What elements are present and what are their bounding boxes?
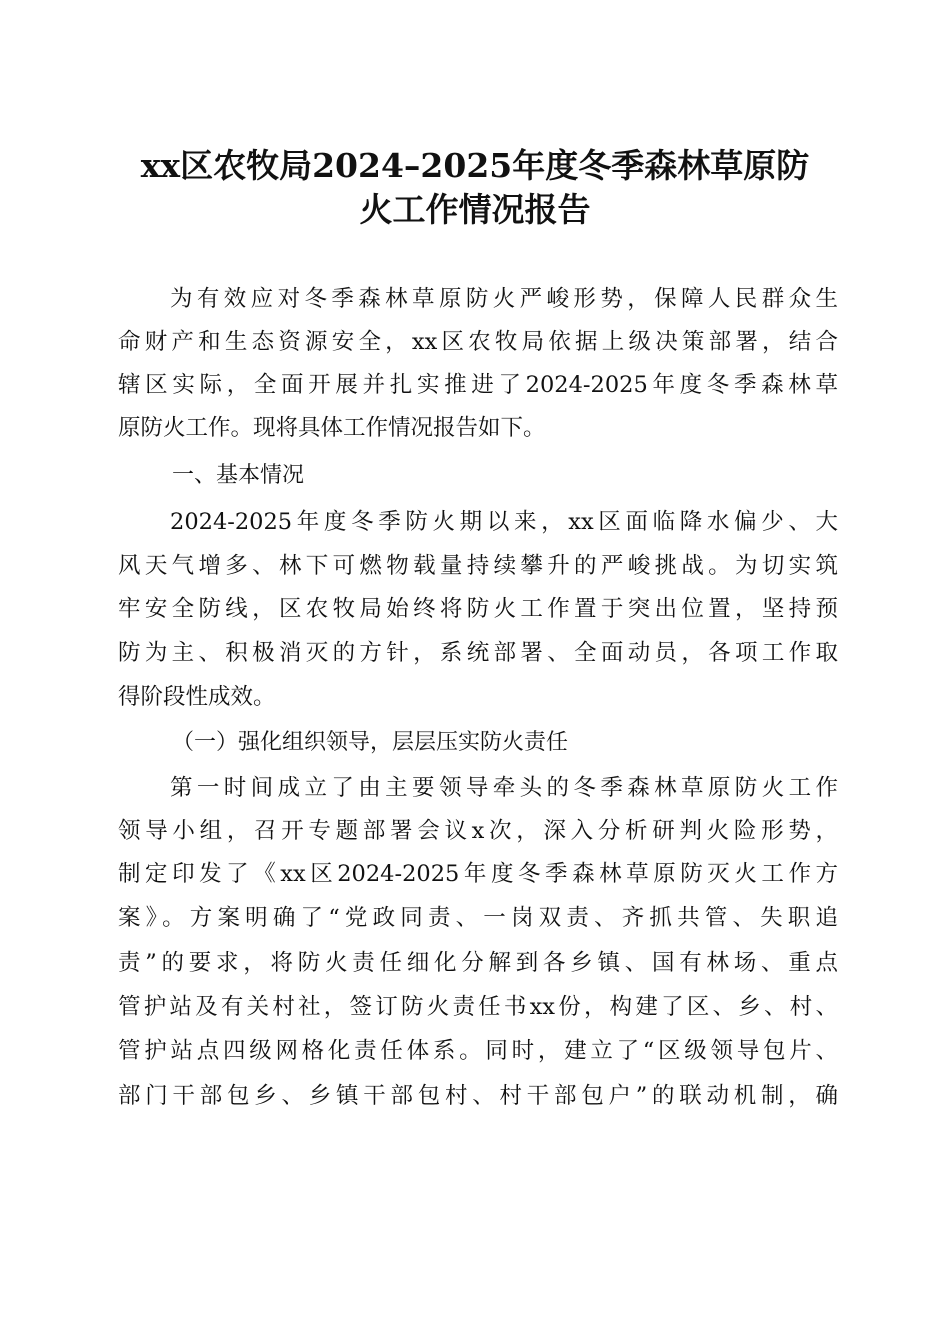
intro-line: 原防火工作。现将具体工作情况报告如下。 [118,415,546,441]
document-title-line-2: 火工作情况报告 [359,190,591,229]
subsection1-line: 制定印发了《xx区2024-2025年度冬季森林草原防灭火工作方 [118,861,838,887]
section1-line: 风天气增多、林下可燃物载量持续攀升的严峻挑战。为切实筑 [118,553,838,579]
intro-line: 辖区实际，全面开展并扎实推进了2024-2025年度冬季森林草 [118,372,839,398]
subsection-heading-organization: （一）强化组织领导，层层压实防火责任 [172,730,569,755]
subsection1-line: 部门干部包乡、乡镇干部包村、村干部包户”的联动机制，确 [118,1083,838,1109]
section1-line: 牢安全防线，区农牧局始终将防火工作置于突出位置，坚持预 [118,596,838,622]
subsection1-line: 案》。方案明确了“党政同责、一岗双责、齐抓共管、失职追 [118,905,838,931]
section1-line: 得阶段性成效。 [118,684,276,710]
subsection1-line: 第一时间成立了由主要领导牵头的冬季森林草原防火工作 [170,775,838,801]
intro-line: 命财产和生态资源安全，xx区农牧局依据上级决策部署，结合 [118,329,838,355]
subsection1-line: 领导小组，召开专题部署会议x次，深入分析研判火险形势， [118,818,838,844]
intro-line: 为有效应对冬季森林草原防火严峻形势，保障人民群众生 [170,286,838,312]
subsection1-line: 管护站点四级网格化责任体系。同时，建立了“区级领导包片、 [118,1038,838,1064]
subsection1-line: 责”的要求，将防火责任细化分解到各乡镇、国有林场、重点 [118,950,838,976]
section-heading-basic-situation: 一、基本情况 [172,463,305,488]
section1-line: 防为主、积极消灭的方针，系统部署、全面动员，各项工作取 [118,640,838,666]
subsection1-line: 管护站及有关村社，签订防火责任书xx份，构建了区、乡、村、 [118,994,838,1020]
section1-line: 2024-2025年度冬季防火期以来，xx区面临降水偏少、大 [170,509,838,535]
document-title-line-1: xx区农牧局2024–2025年度冬季森林草原防 [140,146,810,185]
